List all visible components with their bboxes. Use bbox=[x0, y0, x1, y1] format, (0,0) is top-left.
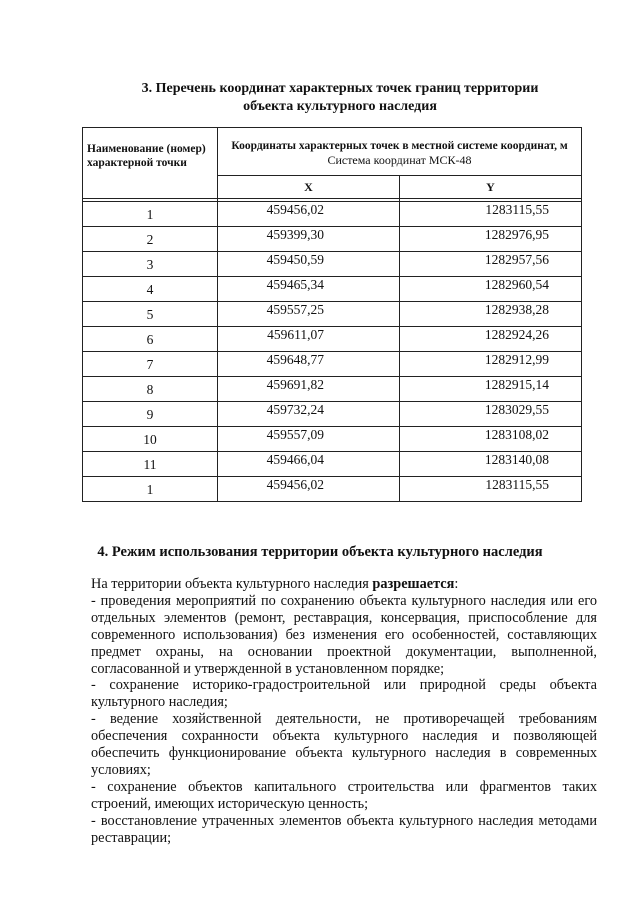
section-4-title: 4. Режим использования территории объекта культурного наследия bbox=[97, 544, 543, 560]
header-y: Y bbox=[400, 176, 582, 199]
table-row bbox=[83, 402, 582, 427]
y-value-cell: 1283029,55 bbox=[400, 402, 582, 427]
header-coordinate-system: Система координат МСК-48 bbox=[327, 152, 472, 167]
intro-paragraph bbox=[91, 576, 597, 593]
point-number-cell: 10 bbox=[83, 427, 218, 452]
x-value-cell: 459648,77 bbox=[218, 352, 400, 377]
y-value-cell: 1283115,55 bbox=[400, 477, 582, 502]
intro-text: На территории объекта культурного наследия bbox=[91, 576, 373, 592]
point-number-cell: 8 bbox=[83, 377, 218, 402]
y-value-cell: 1282976,95 bbox=[400, 227, 582, 252]
table-row bbox=[83, 477, 582, 502]
y-value-cell: 1282960,54 bbox=[400, 277, 582, 302]
table-row bbox=[83, 277, 582, 302]
permitted-item: - ведение хозяйственной деятельности, не противоречащей требованиям обеспечения сохранности объекта культурного наследия и позволяющей обеспечить функционирование объекта культурного наследия в современных условиях; bbox=[91, 711, 597, 778]
coordinates-table-body bbox=[83, 202, 582, 502]
x-value-cell: 459456,02 bbox=[218, 202, 400, 227]
permitted-item: - сохранение историко-градостроительной или природной среды объекта культурного наследия; bbox=[91, 677, 597, 711]
header-point-name: Наименование (номер) характерной точки bbox=[83, 128, 218, 199]
x-value-cell: 459557,09 bbox=[218, 427, 400, 452]
point-number-cell: 9 bbox=[83, 402, 218, 427]
y-value-cell: 1282924,26 bbox=[400, 327, 582, 352]
point-number-cell: 1 bbox=[83, 477, 218, 502]
y-value-cell: 1283108,02 bbox=[400, 427, 582, 452]
table-row bbox=[83, 377, 582, 402]
point-number-cell: 4 bbox=[83, 277, 218, 302]
x-value-cell: 459399,30 bbox=[218, 227, 400, 252]
section-3-title-line2: объекта культурного наследия bbox=[243, 99, 437, 114]
point-number-cell: 11 bbox=[83, 452, 218, 477]
x-value-cell: 459450,59 bbox=[218, 252, 400, 277]
x-value-cell: 459456,02 bbox=[218, 477, 400, 502]
y-value-cell: 1282912,99 bbox=[400, 352, 582, 377]
permitted-items-list bbox=[91, 593, 597, 847]
x-value-cell: 459691,82 bbox=[218, 377, 400, 402]
x-value-cell: 459557,25 bbox=[218, 302, 400, 327]
y-value-cell: 1282957,56 bbox=[400, 252, 582, 277]
y-value-cell: 1283115,55 bbox=[400, 202, 582, 227]
table-row bbox=[83, 252, 582, 277]
permitted-item: - проведения мероприятий по сохранению объекта культурного наследия или его отдельных элементов (ремонт, реставрация, консервация, приспособление для современного использования) без изменения его особенностей, составляющих предмет охраны, на основании проектной документации, выполненной, согласованной и утвержденной в установленном порядке; bbox=[91, 592, 597, 677]
table-row bbox=[83, 352, 582, 377]
point-number-cell: 1 bbox=[83, 202, 218, 227]
header-x: X bbox=[218, 176, 400, 199]
table-row bbox=[83, 227, 582, 252]
y-value-cell: 1282938,28 bbox=[400, 302, 582, 327]
table-row bbox=[83, 327, 582, 352]
point-number-cell: 2 bbox=[83, 227, 218, 252]
x-value-cell: 459465,34 bbox=[218, 277, 400, 302]
header-coordinates-text: Координаты характерных точек в местной системе координат, м bbox=[231, 139, 568, 152]
y-value-cell: 1282915,14 bbox=[400, 377, 582, 402]
point-number-cell: 5 bbox=[83, 302, 218, 327]
x-value-cell: 459611,07 bbox=[218, 327, 400, 352]
permitted-item: - сохранение объектов капитального строительства или фрагментов таких строений, имеющих историческую ценность; bbox=[91, 778, 597, 812]
permitted-item: - восстановление утраченных элементов объекта культурного наследия методами реставрации; bbox=[91, 812, 597, 846]
coordinates-table bbox=[82, 127, 582, 502]
header-coordinates bbox=[218, 128, 582, 176]
point-number-cell: 7 bbox=[83, 352, 218, 377]
y-value-cell: 1283140,08 bbox=[400, 452, 582, 477]
intro-bold-word: разрешается bbox=[372, 576, 455, 592]
table-row bbox=[83, 427, 582, 452]
table-row bbox=[83, 302, 582, 327]
intro-colon: : bbox=[454, 576, 459, 592]
point-number-cell: 3 bbox=[83, 252, 218, 277]
section-4-body bbox=[91, 576, 597, 847]
table-row bbox=[83, 452, 582, 477]
section-3-title bbox=[40, 80, 640, 116]
point-number-cell: 6 bbox=[83, 327, 218, 352]
x-value-cell: 459466,04 bbox=[218, 452, 400, 477]
x-value-cell: 459732,24 bbox=[218, 402, 400, 427]
section-3-title-line1: 3. Перечень координат характерных точек границ территории bbox=[141, 81, 539, 96]
table-row bbox=[83, 202, 582, 227]
